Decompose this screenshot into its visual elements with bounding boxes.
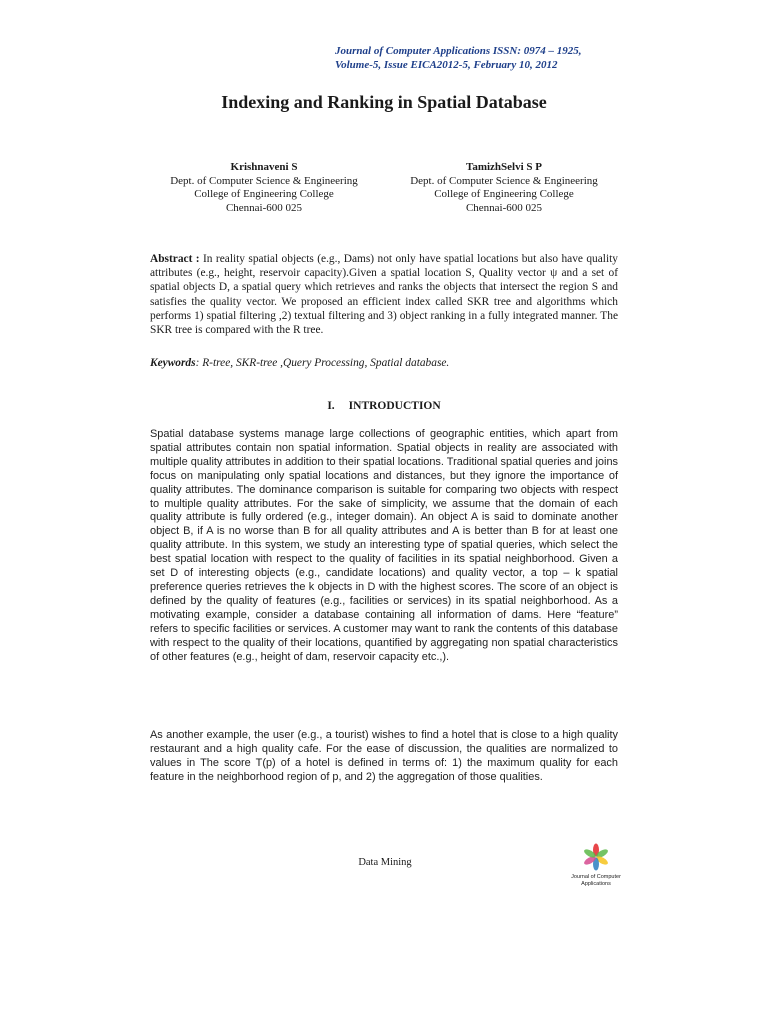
abstract bbox=[150, 252, 618, 337]
author-city: Chennai-600 025 bbox=[225, 201, 303, 214]
body-paragraph-1: Spatial database systems manage large collections of geographic entities, which apart from spatial attributes contain non spatial information. Spatial objects in reality are associated with multiple quality attributes in addition to their spatial locations. Traditional spatial queries and joins focus on manipulating only spatial locations and distances, but they ignore the importance of quality attributes. The dominance comparison is suitable for comparing two objects with respect to multiple quality attributes. For the sake of simplicity, we assume that the domain of each quality attribute is fully ordered (e.g., integer domain). An object A is said to dominate another object B, if A is no worse than B for all quality attributes and A is better than B for at least one quality attribute. In this system, we study an interesting type of spatial queries, which select the best spatial location with respect to the quality of facilities in its spatial neighborhood. Given a set D of interesting objects (e.g., candidate locations) and quality vector, a top – k spatial preference queries retrieves the k objects in D with the highest scores. The score of an object is defined by the quality of features (e.g., facilities or services) in its spatial neighborhood. As a motivating example, consider a database containing all information of dams. Here “feature” refers to specific facilities or services. A customer may want to rank the contents of this database with respect to the quality of their locations, quantified by aggregating non spatial characteristics of other features (e.g., height of dam, reservoir capacity etc.,). bbox=[150, 428, 618, 663]
logo-caption bbox=[558, 874, 634, 887]
keywords-text: : R-tree, SKR-tree ,Query Processing, Spatial database. bbox=[195, 357, 450, 369]
keywords-label: Keywords bbox=[150, 357, 196, 369]
abstract-text: In reality spatial objects (e.g., Dams) not only have spatial locations but also have quality attributes (e.g., height, reservoir capacity).Given a spatial location S, Quality vector ψ and a set of spatial objects D, a spatial query which retrieves and ranks the objects that intersect the region S and satisfies the quality vector. We proposed an efficient index called SKR tree and algorithms which performs 1) spatial filtering ,2) textual filtering and 3) object ranking in a fully integrated manner. The SKR tree is compared with the R tree. bbox=[150, 253, 618, 337]
journal-logo-icon bbox=[581, 842, 611, 872]
author-dept: Dept. of Computer Science & Engineering bbox=[170, 174, 358, 187]
author-name: TamizhSelvi S P bbox=[466, 161, 542, 173]
journal-logo bbox=[558, 842, 634, 887]
journal-header-line-1: Journal of Computer Applications ISSN: 0974 – 1925, bbox=[335, 45, 582, 57]
logo-caption-line-2: Applications bbox=[581, 880, 611, 887]
author-college: College of Engineering College bbox=[194, 188, 334, 200]
logo-petals bbox=[583, 844, 609, 871]
author-block-1 bbox=[154, 161, 374, 215]
footer-text: Data Mining bbox=[358, 857, 412, 868]
section-number: I. bbox=[327, 400, 335, 412]
journal-header-line-2: Volume-5, Issue EICA2012-5, February 10, 2012 bbox=[335, 59, 558, 71]
keywords bbox=[150, 356, 618, 370]
author-city: Chennai-600 025 bbox=[465, 201, 543, 214]
section-heading-introduction bbox=[0, 400, 768, 412]
author-block-2 bbox=[394, 161, 614, 215]
author-name: Krishnaveni S bbox=[230, 161, 298, 173]
abstract-label: Abstract : bbox=[150, 253, 200, 265]
paper-title: Indexing and Ranking in Spatial Database bbox=[221, 92, 547, 112]
author-college: College of Engineering College bbox=[434, 188, 574, 200]
logo-caption-line-1: Journal of Computer bbox=[571, 874, 621, 880]
section-title: INTRODUCTION bbox=[348, 400, 441, 412]
body-paragraph-2: As another example, the user (e.g., a tourist) wishes to find a hotel that is close to a high quality restaurant and a high quality cafe. For the ease of discussion, the qualities are normalized to values in The score T(p) of a hotel is defined in terms of: 1) the maximum quality for each feature in the neighborhood region of p, and 2) the aggregation of those qualities. bbox=[150, 729, 618, 783]
author-dept: Dept. of Computer Science & Engineering bbox=[410, 174, 598, 187]
journal-header bbox=[335, 44, 635, 72]
